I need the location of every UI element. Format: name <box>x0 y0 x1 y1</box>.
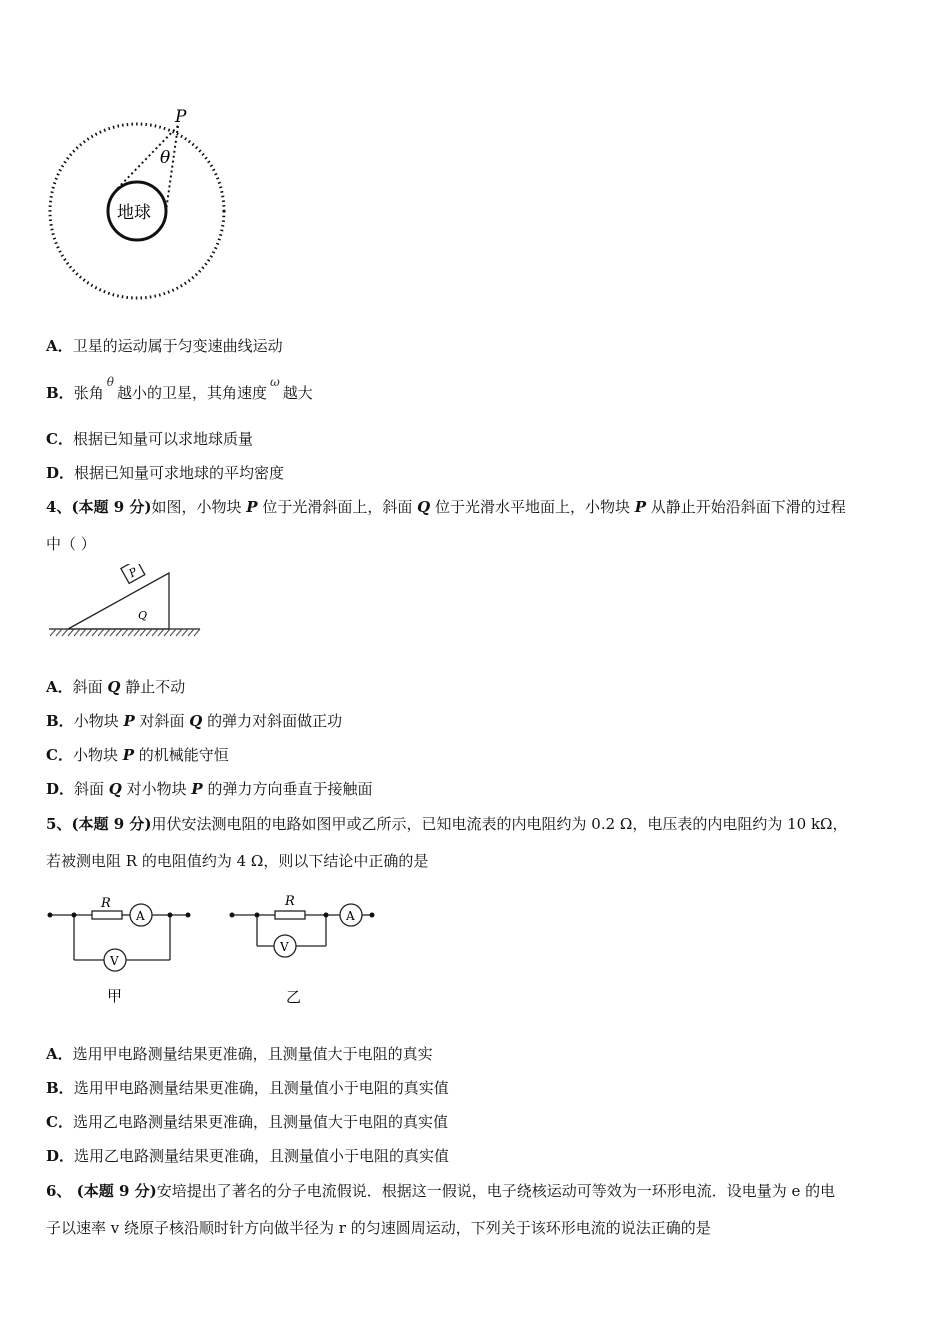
q5-stem-line1 <box>46 814 848 834</box>
option-text: 越大 <box>282 384 313 402</box>
option-letter: A． <box>46 337 73 355</box>
option-letter: C． <box>46 430 73 448</box>
option-letter: C． <box>46 1113 73 1131</box>
q5-option-a <box>46 1044 433 1064</box>
ammeter-right-label: A <box>346 909 355 923</box>
resistor-right-label: R <box>285 894 295 909</box>
earth-label: 地球 <box>117 203 151 223</box>
incline-q-label: Q <box>138 609 148 622</box>
question-number: 4、 <box>46 498 72 516</box>
caption-right: 乙 <box>286 988 302 1006</box>
q4-option-a <box>46 677 185 697</box>
q6-stem-line2 <box>46 1218 711 1238</box>
option-letter: D． <box>46 1147 75 1165</box>
option-text: 越小的卫星，其角速度 <box>116 384 267 402</box>
option-text: 对斜面 <box>134 712 190 730</box>
option-text: 选用乙电路测量结果更准确，且测量值大于电阻的真实值 <box>72 1113 448 1131</box>
q4-option-c <box>46 745 229 765</box>
block-p <box>121 564 145 583</box>
stem-text: 位于光滑水平地面上，小物块 <box>430 498 635 516</box>
option-letter: B． <box>46 712 74 730</box>
var-q: Q <box>417 498 431 516</box>
option-text: 小物块 <box>73 712 124 730</box>
caption-left: 甲 <box>107 987 123 1005</box>
ground-hatch <box>50 629 200 636</box>
option-letter: C． <box>46 746 73 764</box>
q4-option-b <box>46 711 342 731</box>
question-score: (本题 9 分) <box>71 1182 157 1200</box>
q6-stem-line1 <box>46 1181 835 1201</box>
theta-symbol: θ <box>106 375 114 389</box>
stem-text: 若被测电阻 R 的电阻值约为 4 Ω，则以下结论中正确的是 <box>46 852 429 870</box>
stem-text: 如图，小物块 <box>151 498 247 516</box>
q3-option-b <box>46 375 313 404</box>
stem-text: 用伏安法测电阻的电路如图甲或乙所示，已知电流表的内电阻约为 0.2 Ω，电压表的内电阻约为 10 kΩ， <box>151 815 848 833</box>
var-q: Q <box>107 678 121 696</box>
incline-q <box>68 573 169 629</box>
option-letter: A． <box>46 1045 73 1063</box>
earth-satellite-figure <box>40 100 240 310</box>
option-letter: D． <box>46 464 75 482</box>
point-p-label: P <box>175 107 187 127</box>
q5-option-c <box>46 1112 448 1132</box>
question-number: 5、 <box>46 815 72 833</box>
option-text: 的机械能守恒 <box>134 746 229 764</box>
var-p: P <box>123 712 135 730</box>
theta-label: θ <box>160 148 171 168</box>
var-p: P <box>122 746 135 764</box>
tangent-line-right <box>166 126 178 211</box>
q4-option-d <box>46 779 372 799</box>
question-score: (本题 9 分) <box>71 815 152 833</box>
option-text: 斜面 <box>72 678 108 696</box>
q4-stem-line1 <box>46 497 846 517</box>
circuit-left <box>50 904 188 971</box>
q5-option-d <box>46 1146 449 1166</box>
var-p: P <box>191 780 203 798</box>
resistor-left <box>92 911 122 919</box>
q5-stem-line2 <box>46 851 428 871</box>
var-p: P <box>634 498 647 516</box>
voltmeter-right-label: V <box>280 940 289 954</box>
q3-option-d <box>46 463 284 483</box>
option-text: 的弹力方向垂直于接触面 <box>202 780 373 798</box>
stem-text: 位于光滑斜面上，斜面 <box>257 498 418 516</box>
option-text: 小物块 <box>72 746 123 764</box>
option-text: 选用甲电路测量结果更准确，且测量值小于电阻的真实值 <box>73 1079 449 1097</box>
incline-figure <box>46 564 204 644</box>
option-letter: B． <box>46 384 74 402</box>
ammeter-left-label: A <box>136 909 145 923</box>
option-text: 根据已知量可以求地球质量 <box>72 430 253 448</box>
option-letter: A． <box>46 678 73 696</box>
option-text: 选用乙电路测量结果更准确，且测量值小于电阻的真实值 <box>74 1147 450 1165</box>
option-text: 选用甲电路测量结果更准确，且测量值大于电阻的真实 <box>72 1045 433 1063</box>
block-p-label: P <box>126 565 140 581</box>
q3-option-a <box>46 336 283 356</box>
question-score: (本题 9 分) <box>71 498 152 516</box>
stem-text: 安培提出了著名的分子电流假说．根据这一假说，电子绕核运动可等效为一环形电流．设电量为 e 的电 <box>156 1182 836 1200</box>
omega-symbol: ω <box>269 375 280 389</box>
circuit-figure <box>40 888 390 1010</box>
stem-text: 从静止开始沿斜面下滑的过程 <box>646 498 846 516</box>
resistor-right <box>275 911 305 919</box>
option-text: 对小物块 <box>121 780 192 798</box>
option-text: 张角 <box>73 384 104 402</box>
option-text: 静止不动 <box>120 678 186 696</box>
option-text: 斜面 <box>74 780 109 798</box>
var-q: Q <box>108 780 122 798</box>
voltmeter-left-label: V <box>110 954 119 968</box>
option-letter: D． <box>46 780 75 798</box>
option-letter: B． <box>46 1079 74 1097</box>
stem-text: 子以速率 v 绕原子核沿顺时针方向做半径为 r 的匀速圆周运动，下列关于该环形电流的说法正确的是 <box>46 1219 711 1237</box>
option-text: 根据已知量可求地球的平均密度 <box>74 464 285 482</box>
var-q: Q <box>189 712 203 730</box>
q3-option-c <box>46 429 253 449</box>
var-p: P <box>246 498 258 516</box>
resistor-left-label: R <box>101 896 111 911</box>
option-text: 的弹力对斜面做正功 <box>202 712 343 730</box>
option-text: 卫星的运动属于匀变速曲线运动 <box>72 337 283 355</box>
q4-stem-line2 <box>46 534 96 554</box>
q5-option-b <box>46 1078 449 1098</box>
stem-text: 中（ ） <box>46 535 96 553</box>
question-number: 6、 <box>46 1182 72 1200</box>
